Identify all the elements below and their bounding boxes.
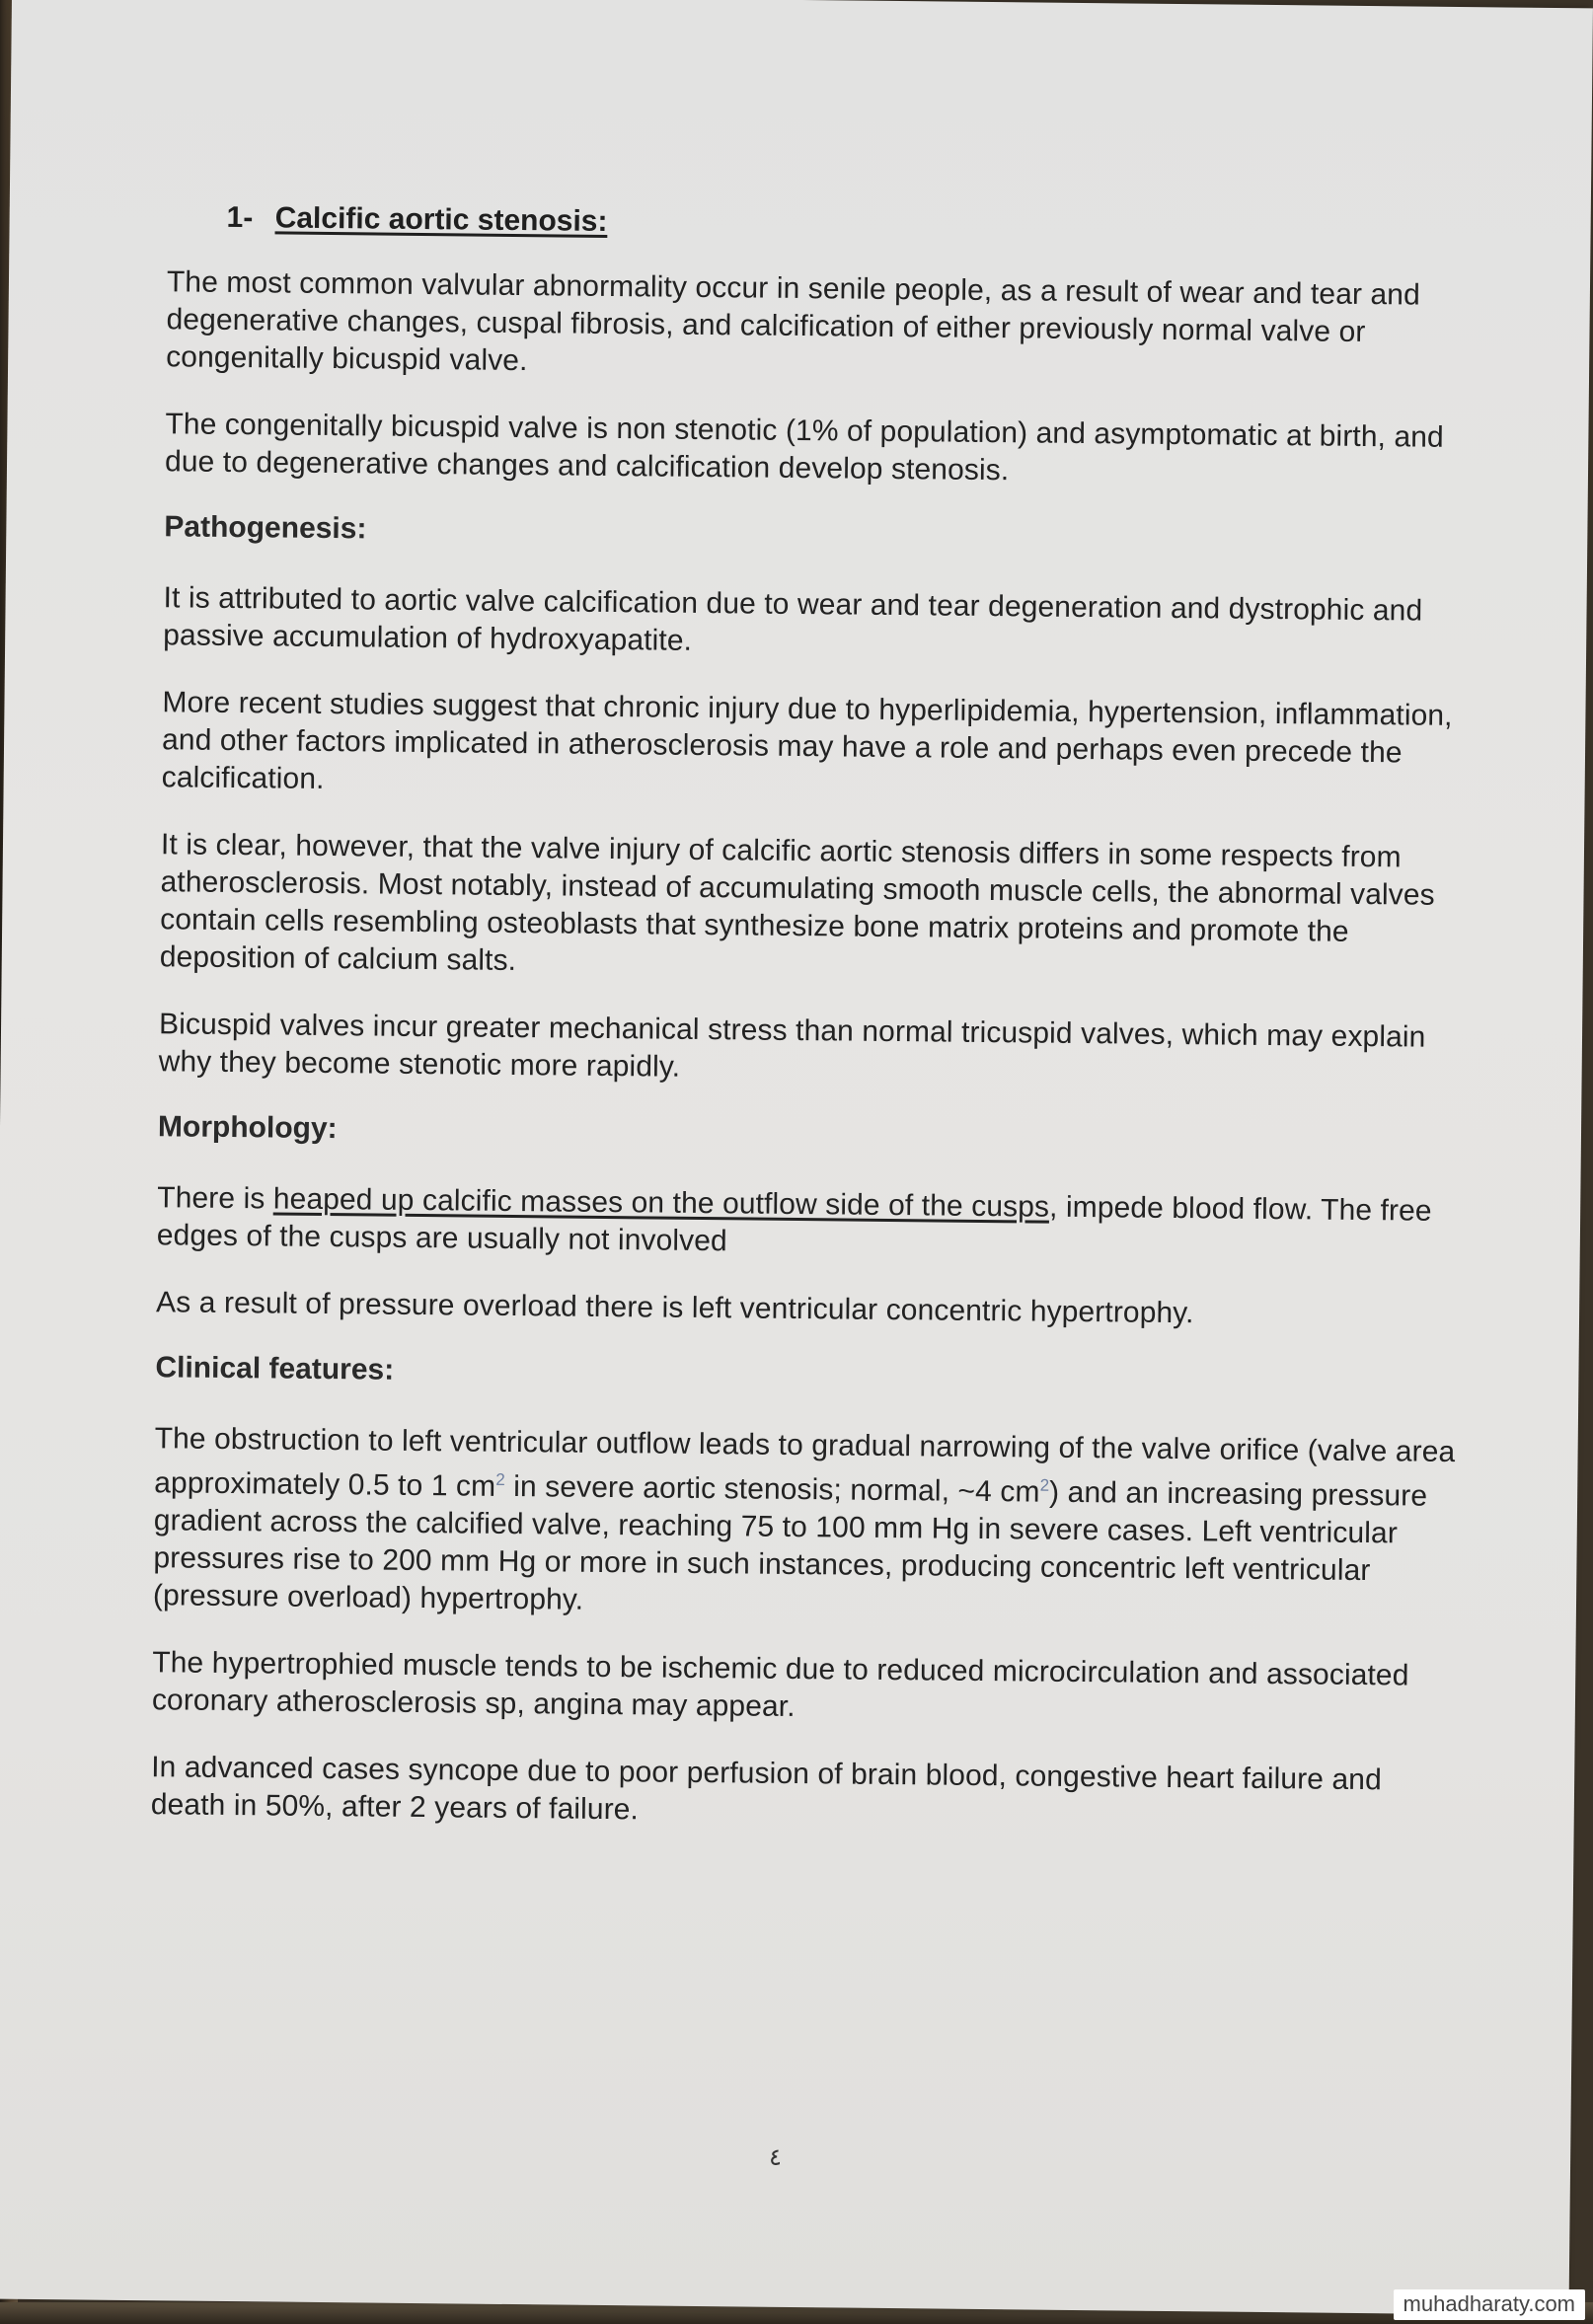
morphology-text-suffix: , impede blood flow. The free edges of the cusps are usually not involved	[156, 1190, 1432, 1258]
intro-paragraph-2: The congenitally bicuspid valve is non stenotic (1% of population) and asymptomatic at birth, and due to degenerative changes and calcification develop stenosis.	[164, 408, 1444, 487]
pathogenesis-paragraph-2: More recent studies suggest that chronic injury due to hyperlipidemia, hypertension, inflammation, and other factors implicated in atherosclerosis may have a role and perhaps even precede the calcification.	[161, 686, 1453, 795]
section-number: 1-	[226, 200, 254, 235]
pathogenesis-paragraph-1: It is attributed to aortic valve calcification due to wear and tear degeneration and dystrophic and passive accumulation of hydroxyapatite.	[163, 581, 1423, 657]
clinical-text-part-2: in severe aortic stenosis; normal, ~4 cm	[504, 1469, 1040, 1509]
pathogenesis-paragraph-3: It is clear, however, that the valve injury of calcific aortic stenosis differs in some respects from atherosclerosis. Most notably, instead of accumulating smooth muscle cells, the abnormal valves contain cells resembling osteoblasts that synthesize bone matrix proteins and promote the deposition of calcium salts.	[159, 828, 1435, 978]
clinical-paragraph-3: In advanced cases syncope due to poor perfusion of brain blood, congestive heart failure and death in 50%, after 2 years of failure.	[150, 1751, 1383, 1827]
morphology-text-prefix: There is	[157, 1181, 274, 1216]
superscript-2-first: 2	[495, 1469, 505, 1489]
clinical-paragraph-2: The hypertrophied muscle tends to be ischemic due to reduced microcirculation and associated coronary atherosclerosis sp, angina may appear.	[151, 1646, 1409, 1724]
morphology-title: Morphology:	[157, 1110, 338, 1146]
clinical-text-part-1: The obstruction to left ventricular outflow leads to gradual narrowing of the valve orifice (valve area approximately 0.5 to 1 cm	[154, 1422, 1456, 1503]
section-heading	[226, 201, 1470, 248]
document-body	[150, 190, 1471, 1867]
section-title: Calcific aortic stenosis:	[274, 201, 608, 238]
pathogenesis-paragraph-4: Bicuspid valves incur greater mechanical stress than normal tricuspid valves, which may explain why they become stenotic more rapidly.	[158, 1008, 1426, 1084]
watermark-label: muhadharaty.com	[1394, 2289, 1585, 2320]
page-number: ٤	[768, 2143, 783, 2171]
morphology-paragraph-2: As a result of pressure overload there is left ventricular concentric hypertrophy.	[155, 1286, 1194, 1330]
morphology-underlined-text: heaped up calcific masses on the outflow side of the cusps	[272, 1182, 1050, 1224]
clinical-paragraph-1	[153, 1420, 1458, 1628]
clinical-text-part-3: ) and an increasing pressure gradient across the calcified valve, reaching 75 to 100 mm Hg in severe cases. Left ventricular pressures rise to 200 mm Hg or more in such instances, producing concentric left ventricular (pressure overload) hypertrophy.	[152, 1475, 1428, 1616]
morphology-paragraph-1	[157, 1179, 1461, 1268]
pathogenesis-title: Pathogenesis:	[164, 510, 367, 546]
intro-paragraph-1: The most common valvular abnormality occur in senile people, as a result of wear and tear and degenerative changes, cuspal fibrosis, and calcification of either previously normal valve or congenitally bicuspid valve.	[166, 265, 1421, 378]
superscript-2-second: 2	[1039, 1475, 1050, 1495]
clinical-features-title: Clinical features:	[155, 1351, 395, 1387]
